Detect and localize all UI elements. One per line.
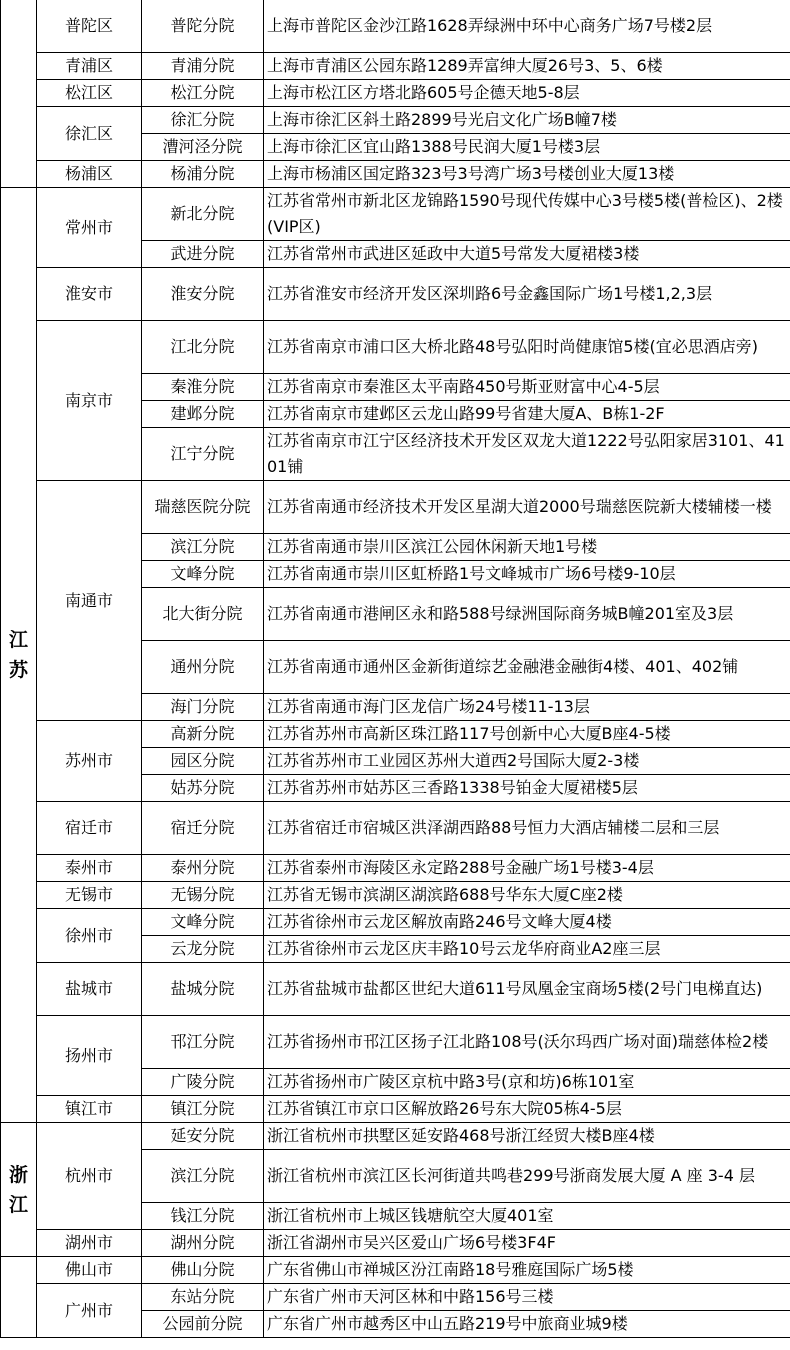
- branch-name-cell: 云龙分院: [142, 936, 264, 963]
- address-cell: 江苏省南京市建邺区云龙山路99号省建大厦A、B栋1-2F: [264, 401, 790, 428]
- address-cell: 上海市青浦区公园东路1289弄富绅大厦26号3、5、6楼: [264, 53, 790, 80]
- address-cell: 江苏省南通市崇川区滨江公园休闲新天地1号楼: [264, 534, 790, 561]
- address-cell: 江苏省南通市经济技术开发区星湖大道2000号瑞慈医院新大楼辅楼一楼: [264, 481, 790, 534]
- table-row: [1, 80, 790, 107]
- table-row: [1, 909, 790, 936]
- table-row: [1, 855, 790, 882]
- branch-name-cell: 普陀分院: [142, 0, 264, 53]
- address-cell: 江苏省苏州市高新区珠江路117号创新中心大厦B座4-5楼: [264, 721, 790, 748]
- address-cell: 江苏省南通市海门区龙信广场24号楼11-13层: [264, 694, 790, 721]
- city-cell: 常州市: [37, 188, 142, 268]
- table-row: [1, 882, 790, 909]
- table-row: [1, 53, 790, 80]
- table-row: [1, 1123, 790, 1150]
- branch-name-cell: 松江分院: [142, 80, 264, 107]
- address-cell: 江苏省徐州市云龙区解放南路246号文峰大厦4楼: [264, 909, 790, 936]
- address-cell: 上海市普陀区金沙江路1628弄绿洲中环中心商务广场7号楼2层: [264, 0, 790, 53]
- branch-name-cell: 杨浦分院: [142, 161, 264, 188]
- address-cell: 上海市杨浦区国定路323号3号湾广场3号楼创业大厦13楼: [264, 161, 790, 188]
- branch-name-cell: 武进分院: [142, 241, 264, 268]
- address-cell: 江苏省苏州市姑苏区三香路1338号铂金大厦裙楼5层: [264, 775, 790, 802]
- table-row: [1, 1230, 790, 1257]
- address-cell: 浙江省杭州市拱墅区延安路468号浙江经贸大楼B座4楼: [264, 1123, 790, 1150]
- address-cell: 广东省广州市天河区林和中路156号三楼: [264, 1284, 790, 1311]
- branch-name-cell: 建邺分院: [142, 401, 264, 428]
- province-cell: 江 苏: [1, 188, 37, 1123]
- address-cell: 江苏省盐城市盐都区世纪大道611号凤凰金宝商场5楼(2号门电梯直达): [264, 963, 790, 1016]
- province-cell: 浙 江: [1, 1123, 37, 1257]
- table-row: [1, 321, 790, 374]
- city-cell: 湖州市: [37, 1230, 142, 1257]
- address-cell: 江苏省南京市江宁区经济技术开发区双龙大道1222号弘阳家居3101、4101铺: [264, 428, 790, 481]
- branch-name-cell: 青浦分院: [142, 53, 264, 80]
- branch-name-cell: 瑞慈医院分院: [142, 481, 264, 534]
- address-cell: 浙江省杭州市滨江区长河街道共鸣巷299号浙商发展大厦 A 座 3-4 层: [264, 1150, 790, 1203]
- branch-name-cell: 江北分院: [142, 321, 264, 374]
- city-cell: 扬州市: [37, 1016, 142, 1096]
- address-cell: 江苏省苏州市工业园区苏州大道西2号国际大厦2-3楼: [264, 748, 790, 775]
- branch-name-cell: 漕河泾分院: [142, 134, 264, 161]
- table-row: [1, 1284, 790, 1311]
- branch-name-cell: 佛山分院: [142, 1257, 264, 1284]
- city-cell: 徐州市: [37, 909, 142, 963]
- address-cell: 江苏省常州市新北区龙锦路1590号现代传媒中心3号楼5楼(普检区)、2楼(VIP区): [264, 188, 790, 241]
- city-cell: 南京市: [37, 321, 142, 481]
- table-row: [1, 161, 790, 188]
- branch-name-cell: 邗江分院: [142, 1016, 264, 1069]
- city-cell: 普陀区: [37, 0, 142, 53]
- table-row: [1, 481, 790, 534]
- address-cell: 江苏省南京市浦口区大桥北路48号弘阳时尚健康馆5楼(宜必思酒店旁): [264, 321, 790, 374]
- address-cell: 上海市松江区方塔北路605号企德天地5-8层: [264, 80, 790, 107]
- branch-name-cell: 秦淮分院: [142, 374, 264, 401]
- branch-name-cell: 钱江分院: [142, 1203, 264, 1230]
- branch-name-cell: 公园前分院: [142, 1311, 264, 1338]
- branch-name-cell: 东站分院: [142, 1284, 264, 1311]
- table-row: [1, 1096, 790, 1123]
- address-cell: 江苏省扬州市邗江区扬子江北路108号(沃尔玛西广场对面)瑞慈体检2楼: [264, 1016, 790, 1069]
- city-cell: 盐城市: [37, 963, 142, 1016]
- address-cell: 江苏省无锡市滨湖区湖滨路688号华东大厦C座2楼: [264, 882, 790, 909]
- address-cell: 浙江省杭州市上城区钱塘航空大厦401室: [264, 1203, 790, 1230]
- branch-name-cell: 园区分院: [142, 748, 264, 775]
- city-cell: 青浦区: [37, 53, 142, 80]
- branch-name-cell: 延安分院: [142, 1123, 264, 1150]
- address-cell: 江苏省淮安市经济开发区深圳路6号金鑫国际广场1号楼1,2,3层: [264, 268, 790, 321]
- table-row: [1, 802, 790, 855]
- city-cell: 泰州市: [37, 855, 142, 882]
- city-cell: 南通市: [37, 481, 142, 721]
- city-cell: 杨浦区: [37, 161, 142, 188]
- city-cell: 宿迁市: [37, 802, 142, 855]
- city-cell: 广州市: [37, 1284, 142, 1338]
- address-cell: 广东省佛山市禅城区汾江南路18号雅庭国际广场5楼: [264, 1257, 790, 1284]
- address-cell: 江苏省扬州市广陵区京杭中路3号(京和坊)6栋101室: [264, 1069, 790, 1096]
- city-cell: 淮安市: [37, 268, 142, 321]
- address-cell: 江苏省南通市通州区金新街道综艺金融港金融街4楼、401、402铺: [264, 641, 790, 694]
- branch-name-cell: 新北分院: [142, 188, 264, 241]
- branch-name-cell: 宿迁分院: [142, 802, 264, 855]
- table-row: [1, 1016, 790, 1069]
- branch-name-cell: 姑苏分院: [142, 775, 264, 802]
- branch-name-cell: 江宁分院: [142, 428, 264, 481]
- branch-name-cell: 通州分院: [142, 641, 264, 694]
- table-row: [1, 188, 790, 241]
- address-cell: 广东省广州市越秀区中山五路219号中旅商业城9楼: [264, 1311, 790, 1338]
- branch-name-cell: 滨江分院: [142, 1150, 264, 1203]
- branch-name-cell: 淮安分院: [142, 268, 264, 321]
- address-cell: 江苏省南通市港闸区永和路588号绿洲国际商务城B幢201室及3层: [264, 588, 790, 641]
- address-cell: 江苏省泰州市海陵区永定路288号金融广场1号楼3-4层: [264, 855, 790, 882]
- address-cell: 江苏省南京市秦淮区太平南路450号斯亚财富中心4-5层: [264, 374, 790, 401]
- branch-name-cell: 湖州分院: [142, 1230, 264, 1257]
- city-cell: 无锡市: [37, 882, 142, 909]
- address-cell: 江苏省南通市崇川区虹桥路1号文峰城市广场6号楼9-10层: [264, 561, 790, 588]
- branch-name-cell: 滨江分院: [142, 534, 264, 561]
- branch-name-cell: 广陵分院: [142, 1069, 264, 1096]
- branch-name-cell: 高新分院: [142, 721, 264, 748]
- province-cell: [1, 0, 37, 188]
- city-cell: 镇江市: [37, 1096, 142, 1123]
- city-cell: 苏州市: [37, 721, 142, 802]
- table-row: [1, 721, 790, 748]
- address-cell: 江苏省镇江市京口区解放路26号东大院05栋4-5层: [264, 1096, 790, 1123]
- branch-name-cell: 海门分院: [142, 694, 264, 721]
- city-cell: 松江区: [37, 80, 142, 107]
- address-cell: 上海市徐汇区斜土路2899号光启文化广场B幢7楼: [264, 107, 790, 134]
- branch-name-cell: 无锡分院: [142, 882, 264, 909]
- branch-name-cell: 泰州分院: [142, 855, 264, 882]
- branch-name-cell: 徐汇分院: [142, 107, 264, 134]
- address-cell: 上海市徐汇区宜山路1388号民润大厦1号楼3层: [264, 134, 790, 161]
- branch-name-cell: 镇江分院: [142, 1096, 264, 1123]
- address-cell: 江苏省常州市武进区延政中大道5号常发大厦裙楼3楼: [264, 241, 790, 268]
- branch-name-cell: 北大街分院: [142, 588, 264, 641]
- table-row: [1, 0, 790, 53]
- table-row: [1, 1257, 790, 1284]
- city-cell: 徐汇区: [37, 107, 142, 161]
- branch-name-cell: 文峰分院: [142, 561, 264, 588]
- city-cell: 杭州市: [37, 1123, 142, 1230]
- branch-name-cell: 盐城分院: [142, 963, 264, 1016]
- branch-table-body: [1, 0, 790, 1338]
- city-cell: 佛山市: [37, 1257, 142, 1284]
- address-cell: 浙江省湖州市吴兴区爱山广场6号楼3F4F: [264, 1230, 790, 1257]
- address-cell: 江苏省宿迁市宿城区洪泽湖西路88号恒力大酒店辅楼二层和三层: [264, 802, 790, 855]
- address-cell: 江苏省徐州市云龙区庆丰路10号云龙华府商业A2座三层: [264, 936, 790, 963]
- table-row: [1, 268, 790, 321]
- table-row: [1, 963, 790, 1016]
- table-row: [1, 107, 790, 134]
- province-cell: [1, 1257, 37, 1338]
- branch-name-cell: 文峰分院: [142, 909, 264, 936]
